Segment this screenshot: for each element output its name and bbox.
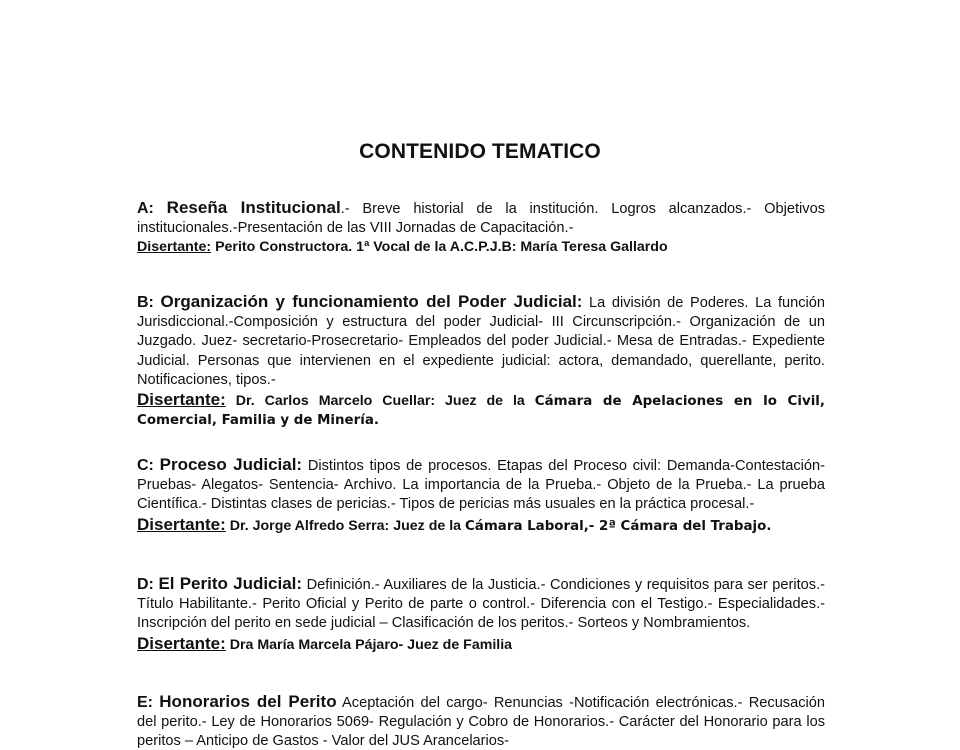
section-c-text: Distintos tipos de procesos. Etapas del Proceso civil: Demanda-Contestación- Pruebas- Alegatos- Sentencia- Archivo. La importancia de la Prueba.- Objeto de la Prueba.- La prueba Científica.- Distintas clases de pericias.- Tipos de pericias más usuales en la práctica procesal.- [137, 458, 826, 513]
section-b-letter: B: [137, 294, 154, 311]
section-a-heading: Reseña Institucional [166, 198, 341, 217]
section-d-speaker-name: Dra María Marcela Pájaro- Juez de Familia [225, 636, 513, 653]
section-d-heading: El Perito Judicial: [158, 574, 303, 593]
section-e-text: Aceptación del cargo- Renuncias -Notificación electrónicas.- Recusación del perito.- Ley de Honorarios 5069- Regulación y Cobro de Honorarios.- Carácter del Honorario para los peritos – Anticipo de Gastos - Valor del JUS Arancelarios- [137, 695, 825, 750]
section-c-speaker-name: Dr. Jorge Alfredo Serra: Juez de la [225, 517, 465, 534]
section-e [137, 692, 825, 750]
section-e-letter: E: [137, 694, 153, 711]
section-b-speaker-court: Cámara de Apelaciones en lo Civil, Comercial, Familia y de Minería. [137, 394, 825, 429]
section-d-speaker [137, 634, 825, 655]
section-d-text: Definición.- Auxiliares de la Justicia.- Condiciones y requisitos para ser peritos.-Título Habilitante.- Perito Oficial y Perito de parte o control.- Diferencia con el Testigo.- Especialidades.- Inscripción del perito en sede judicial – Clasificación de los peritos.- Sorteos y Nombramientos. [137, 577, 825, 632]
section-c-heading: Proceso Judicial: [159, 455, 303, 474]
section-d [137, 574, 825, 655]
section-a-body [137, 198, 825, 238]
section-a-speaker [137, 238, 825, 257]
section-b-speaker-name: Dr. Carlos Marcelo Cuellar: Juez de la [225, 393, 535, 410]
section-a-letter: A: [137, 200, 154, 217]
section-b-speaker-label: Disertante: [137, 390, 226, 410]
section-c-speaker-label: Disertante: [137, 514, 226, 534]
section-c-letter: C: [137, 457, 154, 474]
section-b-heading: Organización y funcionamiento del Poder Judicial: [160, 292, 583, 311]
section-c [137, 455, 825, 536]
section-d-letter: D: [137, 576, 154, 593]
section-a [137, 198, 825, 258]
section-a-speaker-label: Disertante: [137, 239, 212, 256]
section-c-speaker-court: Cámara Laboral,- 2ª Cámara del Trabajo. [464, 518, 772, 534]
section-a-speaker-name: Perito Constructora. 1ª Vocal de la A.C.P.J.B: María Teresa Gallardo [211, 239, 668, 256]
section-d-body [137, 574, 825, 634]
section-e-body [137, 692, 825, 750]
section-a-text: Breve historial de la institución. Logros alcanzados.- Objetivos institucionales.-Presentación de las VIII Jornadas de Capacitación.- [137, 201, 825, 237]
page-title: CONTENIDO TEMATICO [359, 140, 601, 163]
section-b [137, 292, 825, 430]
section-e-heading: Honorarios del Perito [159, 692, 337, 711]
section-b-text: La división de Poderes. La función Jurisdiccional.-Composición y estructura del poder Judicial- III Circunscripción.- Organización de un Juzgado. Juez- secretario-Prosecretario- Empleados del poder Judicial.- Mesa de Entradas.- Expediente Judicial. Personas que intervienen en el expediente judicial: actora, demandado, querellante, perito. Notificaciones, tipos.- [137, 295, 826, 388]
section-b-body [137, 292, 825, 390]
section-d-speaker-label: Disertante: [137, 633, 226, 653]
section-c-body [137, 455, 825, 515]
section-c-speaker [137, 515, 825, 536]
section-a-heading-suffix: .- [340, 201, 350, 217]
section-b-speaker [137, 390, 825, 430]
